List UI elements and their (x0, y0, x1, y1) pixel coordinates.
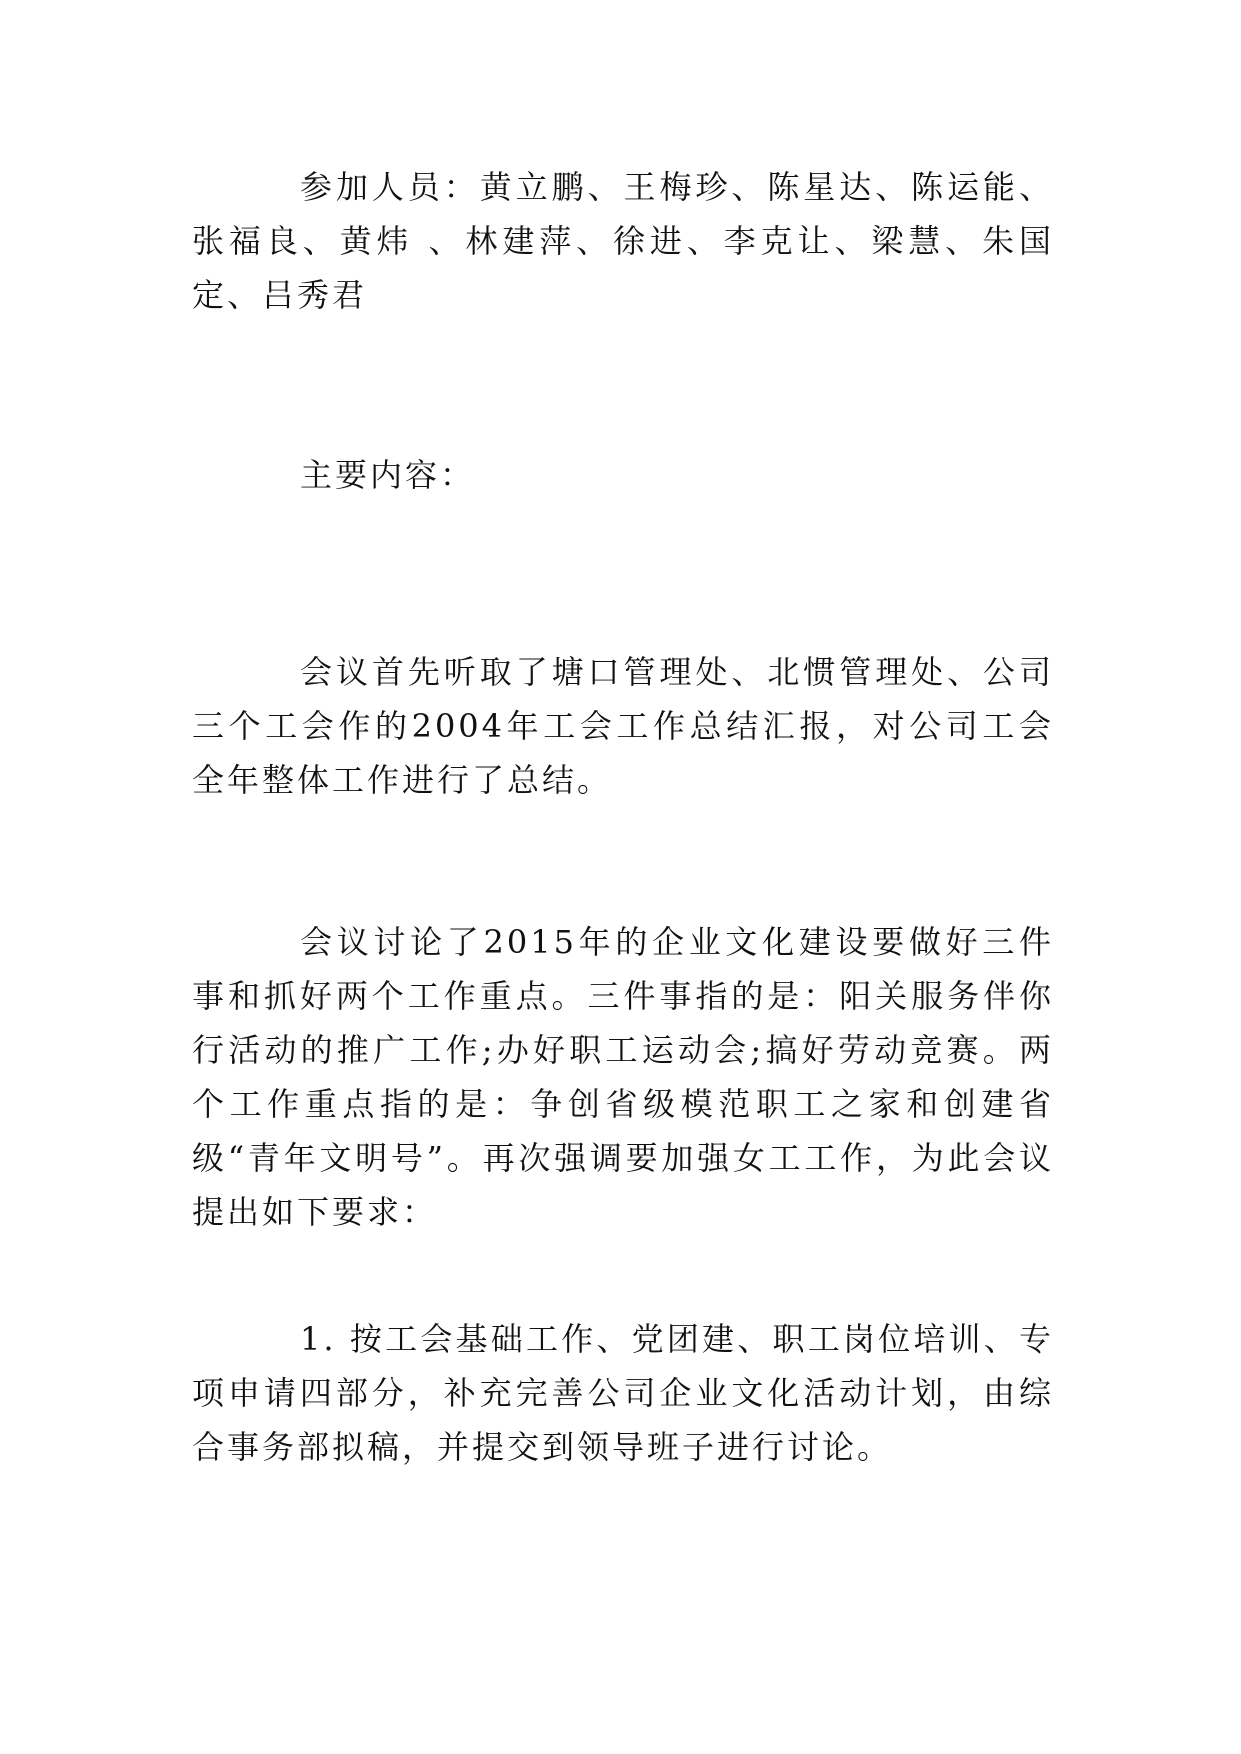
discussion-paragraph: 会议讨论了2015年的企业文化建设要做好三件事和抓好两个工作重点。三件事指的是：阳关服务伴你行活动的推广工作;办好职工运动会;搞好劳动竞赛。两个工作重点指的是：争创省级模范职工之家和创建省级“青年文明号”。再次强调要加强女工工作，为此会议提出如下要求： (192, 923, 1054, 1231)
summary-paragraph: 会议首先听取了塘口管理处、北惯管理处、公司三个工会作的2004年工会工作总结汇报，对公司工会全年整体工作进行了总结。 (192, 653, 1054, 799)
requirement-item-1: 1. 按工会基础工作、党团建、职工岗位培训、专项申请四部分，补充完善公司企业文化活动计划，由综合事务部拟稿，并提交到领导班子进行讨论。 (192, 1320, 1054, 1466)
main-content-heading: 主要内容： (300, 456, 476, 494)
attendees-paragraph: 参加人员：黄立鹏、王梅珍、陈星达、陈运能、张福良、黄炜 、林建萍、徐进、李克让、梁慧、朱国定、吕秀君 (192, 168, 1054, 314)
